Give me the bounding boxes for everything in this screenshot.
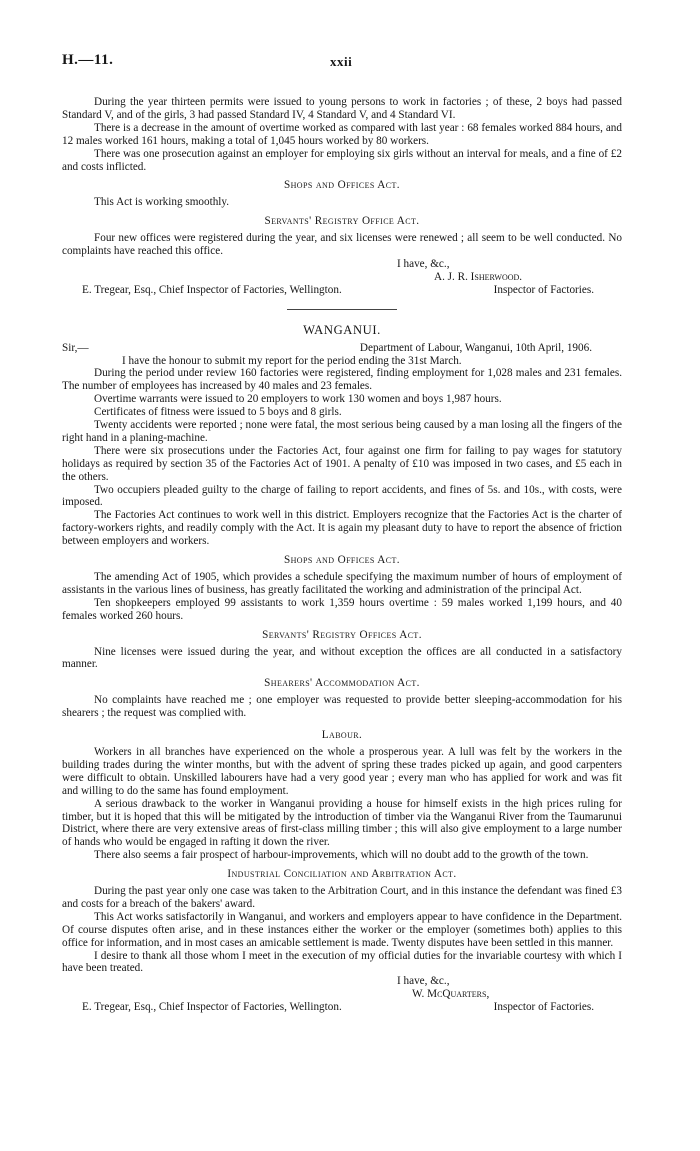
page-number: xxii (330, 54, 353, 69)
section-divider (287, 309, 397, 310)
paragraph: Workers in all branches have experienced on the whole a prosperous year. A lull was felt by the workers in the building trades during the winter months, but with the advent of spring these trades picked up again, and good carpenters were difficult to obtain. Unskilled labourers have had a very good year ; every man who has applied for work and was fit and willing to do the same has found employment. (62, 745, 622, 797)
section-heading: Servants' Registry Offices Act. (262, 628, 422, 641)
salutation-row (62, 342, 622, 355)
paragraph: There also seems a fair prospect of harbour-improvements, which will no doubt add to the growth of the town. (94, 849, 589, 862)
closing: I have, &c., (397, 975, 450, 988)
addressee: E. Tregear, Esq., Chief Inspector of Factories, Wellington. (82, 1001, 342, 1014)
paragraph: During the year thirteen permits were issued to young persons to work in factories ; of these, 2 boys had passed Standard V, and of the girls, 3 had passed Standard IV, 4 Standard V, and 4 Standard VI. (62, 96, 622, 121)
paragraph: Two occupiers pleaded guilty to the charge of failing to report accidents, and fines of 5s. and 10s., with costs, were imposed. (62, 483, 622, 509)
report-body (62, 96, 622, 1014)
report-title: WANGANUI. (303, 322, 381, 337)
section-heading: Servants' Registry Office Act. (264, 215, 420, 228)
paragraph: During the period under review 160 factories were registered, finding employment for 1,028 males and 231 females. The number of employees has increased by 40 males and 23 females. (62, 367, 622, 393)
paragraph: I have the honour to submit my report for the period ending the 31st March. (122, 354, 462, 367)
paragraph: Ten shopkeepers employed 99 assistants to work 1,359 hours overtime : 59 males worked 1,199 hours, and 40 females worked 260 hours. (62, 596, 622, 622)
dateline: Department of Labour, Wanganui, 10th April, 1906. (359, 341, 592, 354)
addressee-row (62, 284, 622, 297)
paragraph: No complaints have reached me ; one employer was requested to provide better sleeping-accommodation for his shearers ; the request was complied with. (62, 694, 622, 720)
section-heading: Shearers' Accommodation Act. (264, 677, 420, 690)
signatory-title: Inspector of Factories. (493, 1001, 594, 1014)
parliamentary-paper-reference: H.—11. (62, 52, 114, 68)
paragraph: Certificates of fitness were issued to 5 boys and 8 girls. (94, 406, 342, 419)
section-heading: Industrial Conciliation and Arbitration Act. (227, 868, 457, 881)
paragraph: This Act works satisfactorily in Wanganui, and workers and employers appear to have confidence in the Department. Of course disputes often arise, and in these instances either the worker or the employer (sometimes both) applies to this office for information, and in most cases an amicable settlement is made. Twenty disputes have been settled in this manner. (62, 910, 622, 949)
paragraph: There is a decrease in the amount of overtime worked as compared with last year : 68 females worked 884 hours, and 12 males worked 161 hours, making a total of 1,045 hours worked by 80 workers. (62, 121, 622, 147)
paragraph: Twenty accidents were reported ; none were fatal, the most serious being caused by a man losing all the fingers of the right hand in a planing-machine. (62, 419, 622, 444)
paragraph: There were six prosecutions under the Factories Act, four against one firm for failing to pay wages for statutory holidays as required by section 35 of the Factories Act of 1901. A penalty of £10 was imposed in two cases, and £5 each in the others. (62, 444, 622, 483)
section-heading: Labour. (321, 729, 363, 742)
paragraph: There was one prosecution against an employer for employing six girls without an interval for meals, and a fine of £2 and costs inflicted. (62, 147, 622, 173)
paragraph: The Factories Act continues to work well in this district. Employers recognize that the Factories Act is the charter of factory-workers rights, and readily comply with the Act. It is again my pleasant duty to have to report the absence of friction between employers and workers. (62, 509, 622, 548)
paragraph: Nine licenses were issued during the year, and without exception the offices are all conducted in a satisfactory manner. (62, 645, 622, 671)
paragraph: The amending Act of 1905, which provides a schedule specifying the maximum number of hours of employment of assistants in the various lines of business, has greatly facilitated the working and administration of the principal Act. (62, 571, 622, 596)
addressee: E. Tregear, Esq., Chief Inspector of Factories, Wellington. (82, 283, 342, 296)
paragraph: A serious drawback to the worker in Wanganui providing a house for himself exists in the high prices ruling for timber, but it is hoped that this will be mitigated by the introduction of timber via the Wanganui River from the Taumarunui District, where there are very extensive areas of first-class milling timber ; this will also give employment to a large number of hands who would be engaged in rafting it down the river. (62, 797, 622, 849)
signatory-title: Inspector of Factories. (493, 283, 594, 296)
paragraph: Overtime warrants were issued to 20 employers to work 130 women and boys 1,987 hours. (94, 393, 502, 406)
closing: I have, &c., (397, 257, 450, 270)
salutation: Sir,— (62, 341, 89, 354)
paragraph: Four new offices were registered during the year, and six licenses were renewed ; all seem to be well conducted. No complaints have reached this office. (62, 232, 622, 258)
section-heading: Shops and Offices Act. (284, 554, 400, 567)
addressee-row (62, 1001, 622, 1014)
section-heading: Shops and Offices Act. (284, 179, 400, 192)
paragraph: This Act is working smoothly. (94, 196, 230, 209)
paragraph: During the past year only one case was taken to the Arbitration Court, and in this instance the defendant was fined £3 and costs for a breach of the bakers' award. (62, 885, 622, 910)
signatory-name: A. J. R. Isherwood. (434, 270, 523, 283)
signatory-name: W. McQuarters, (412, 988, 490, 1001)
paragraph: I desire to thank all those whom I meet in the execution of my official duties for the invariable courtesy with which I have been treated. (62, 949, 622, 975)
